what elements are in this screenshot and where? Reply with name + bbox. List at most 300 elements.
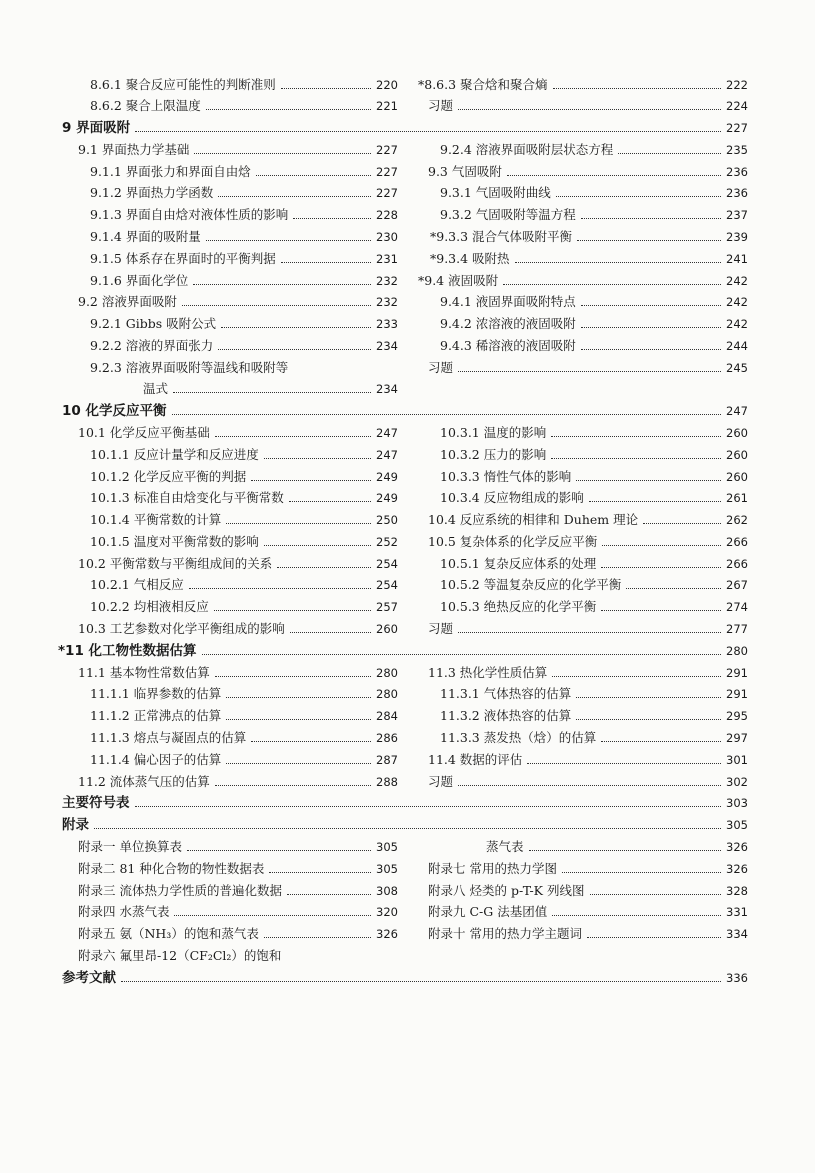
dot-leader <box>269 872 371 873</box>
toc-entry-title: 11.3 热化学性质估算 <box>428 665 548 680</box>
toc-page-number: 252 <box>376 535 398 549</box>
toc-chapter-entry <box>62 119 748 137</box>
dot-leader <box>214 610 371 611</box>
toc-page-number: 250 <box>376 513 398 527</box>
toc-entry <box>440 576 748 594</box>
dot-leader <box>503 284 721 285</box>
toc-page-number: 260 <box>376 622 398 636</box>
toc-entry-title: 附录七 常用的热力学图 <box>428 861 557 876</box>
toc-page-number: 266 <box>726 557 748 571</box>
toc-page-number: 331 <box>726 905 748 919</box>
toc-entry-title: 10.2.2 均相液相反应 <box>90 599 209 614</box>
dot-leader <box>215 785 371 786</box>
toc-entry <box>78 555 398 573</box>
toc-entry <box>90 228 398 246</box>
toc-entry-title: 11.1.4 偏心因子的估算 <box>90 752 222 767</box>
toc-entry-title: 11.3.1 气体热容的估算 <box>440 686 572 701</box>
toc-entry-title: 8.6.2 聚合上限温度 <box>90 98 201 113</box>
dot-leader <box>264 937 371 938</box>
toc-page-number: 227 <box>726 121 748 135</box>
toc-entry-title: 10.1.2 化学反应平衡的判据 <box>90 469 247 484</box>
toc-entry-title: 11.1.2 正常沸点的估算 <box>90 708 222 723</box>
toc-entry <box>78 664 398 682</box>
toc-page-number: 247 <box>726 404 748 418</box>
dot-leader <box>601 741 721 742</box>
toc-entry <box>78 424 398 442</box>
toc-page-number: 291 <box>726 666 748 680</box>
toc-page-number: 233 <box>376 317 398 331</box>
dot-leader <box>601 567 721 568</box>
toc-chapter-entry <box>62 969 748 987</box>
toc-entry <box>428 359 748 377</box>
toc-entry <box>90 533 398 551</box>
toc-page-number: 254 <box>376 557 398 571</box>
dot-leader <box>251 480 371 481</box>
toc-entry-title: 9.1.4 界面的吸附量 <box>90 229 201 244</box>
toc-entry <box>440 293 748 311</box>
toc-page-number: 242 <box>726 295 748 309</box>
dot-leader <box>556 196 721 197</box>
toc-entry <box>90 751 398 769</box>
toc-chapter-entry <box>62 794 748 812</box>
toc-entry-title: 9.4.3 稀溶液的液固吸附 <box>440 338 576 353</box>
toc-entry <box>440 446 748 464</box>
toc-entry-title: 11.3.3 蒸发热（焓）的估算 <box>440 730 597 745</box>
toc-entry-title: 9.2.4 溶液界面吸附层状态方程 <box>440 142 614 157</box>
toc-entry-title: 10.3.4 反应物组成的影响 <box>440 490 584 505</box>
toc-entry <box>90 685 398 703</box>
toc-page-number: 232 <box>376 295 398 309</box>
dot-leader <box>293 218 371 219</box>
toc-entry <box>440 337 748 355</box>
toc-entry-title: 附录三 流体热力学性质的普遍化数据 <box>78 883 282 898</box>
toc-entry-title: 附录九 C-G 法基团值 <box>428 904 548 919</box>
toc-entry <box>78 141 398 159</box>
toc-entry <box>143 380 398 398</box>
toc-page-number: 262 <box>726 513 748 527</box>
toc-entry <box>90 359 398 377</box>
toc-entry <box>90 468 398 486</box>
toc-entry <box>90 163 398 181</box>
toc-entry <box>90 184 398 202</box>
dot-leader <box>626 588 721 589</box>
toc-entry-title: 温式 <box>143 381 169 396</box>
toc-entry <box>90 729 398 747</box>
toc-entry <box>90 598 398 616</box>
toc-entry <box>78 882 398 900</box>
toc-entry-title: 10.3.1 温度的影响 <box>440 425 547 440</box>
toc-page-number: 301 <box>726 753 748 767</box>
dot-leader <box>187 850 371 851</box>
toc-page-number: 242 <box>726 274 748 288</box>
toc-page-number: 320 <box>376 905 398 919</box>
toc-entry-title: 10.5.2 等温复杂反应的化学平衡 <box>440 577 622 592</box>
toc-page-number: 326 <box>726 862 748 876</box>
toc-entry <box>440 489 748 507</box>
toc-entry <box>90 576 398 594</box>
toc-entry-title: 附录二 81 种化合物的物性数据表 <box>78 861 265 876</box>
toc-page-number: 326 <box>726 840 748 854</box>
dot-leader <box>601 610 721 611</box>
dot-leader <box>551 436 721 437</box>
dot-leader <box>277 567 371 568</box>
toc-entry-title: 蒸气表 <box>486 839 524 854</box>
toc-entry-title: 习题 <box>428 774 454 789</box>
toc-entry-title: 11.1 基本物性常数估算 <box>78 665 210 680</box>
toc-entry-title: 9.2.3 溶液界面吸附等温线和吸附等 <box>90 360 289 375</box>
dot-leader <box>174 915 371 916</box>
toc-page-number: 254 <box>376 578 398 592</box>
toc-entry <box>90 206 398 224</box>
toc-page-number: 239 <box>726 230 748 244</box>
dot-leader <box>515 262 722 263</box>
dot-leader <box>172 414 722 415</box>
toc-page-number: 260 <box>726 448 748 462</box>
toc-entry-title: *9.3.4 吸附热 <box>430 251 510 266</box>
toc-entry-title: *8.6.3 聚合焓和聚合熵 <box>418 77 548 92</box>
dot-leader <box>552 915 721 916</box>
toc-entry <box>90 76 398 94</box>
toc-page-number: 231 <box>376 252 398 266</box>
toc-entry <box>78 903 398 921</box>
toc-entry <box>440 468 748 486</box>
toc-entry-title: 习题 <box>428 360 454 375</box>
dot-leader <box>135 806 722 807</box>
toc-entry <box>440 555 748 573</box>
dot-leader <box>577 240 721 241</box>
toc-entry-title: 10.1.5 温度对平衡常数的影响 <box>90 534 259 549</box>
toc-page-number: 303 <box>726 796 748 810</box>
dot-leader <box>226 697 371 698</box>
toc-entry <box>78 947 398 965</box>
toc-page-number: 260 <box>726 470 748 484</box>
toc-page-number: 247 <box>376 448 398 462</box>
dot-leader <box>643 523 721 524</box>
dot-leader <box>529 850 722 851</box>
dot-leader <box>264 458 371 459</box>
toc-entry-title: 9.1 界面热力学基础 <box>78 142 190 157</box>
dot-leader <box>218 196 371 197</box>
toc-entry-title: 附录四 水蒸气表 <box>78 904 170 919</box>
toc-entry-title: 9.2.2 溶液的界面张力 <box>90 338 214 353</box>
toc-page-number: 234 <box>376 382 398 396</box>
toc-page-number: 302 <box>726 775 748 789</box>
dot-leader <box>458 632 721 633</box>
toc-page-number: 228 <box>376 208 398 222</box>
toc-entry-title: 11.1.3 熔点与凝固点的估算 <box>90 730 247 745</box>
toc-page-number: 249 <box>376 470 398 484</box>
toc-page-number: 237 <box>726 208 748 222</box>
dot-leader <box>281 262 371 263</box>
toc-entry <box>428 97 748 115</box>
toc-entry-title: 习题 <box>428 621 454 636</box>
toc-entry <box>90 489 398 507</box>
toc-page-number: 308 <box>376 884 398 898</box>
toc-page-number: 305 <box>726 818 748 832</box>
dot-leader <box>562 872 721 873</box>
toc-page-number: 245 <box>726 361 748 375</box>
toc-entry <box>78 925 398 943</box>
toc-page-number: 280 <box>726 644 748 658</box>
toc-entry <box>440 729 748 747</box>
toc-entry <box>428 773 748 791</box>
dot-leader <box>581 218 721 219</box>
dot-leader <box>576 480 721 481</box>
toc-page-number: 274 <box>726 600 748 614</box>
dot-leader <box>581 349 721 350</box>
toc-entry <box>428 511 748 529</box>
toc-page-number: 288 <box>376 775 398 789</box>
toc-entry-title: 10.4 反应系统的相律和 Duhem 理论 <box>428 512 639 527</box>
toc-entry <box>90 511 398 529</box>
toc-entry-title: 9.1.3 界面自由焓对液体性质的影响 <box>90 207 289 222</box>
dot-leader <box>618 153 721 154</box>
toc-chapter-entry <box>62 402 748 420</box>
toc-entry-title: 9.1.2 界面热力学函数 <box>90 185 214 200</box>
toc-entry <box>428 620 748 638</box>
toc-entry-title: 附录六 氟里昂-12（CF₂Cl₂）的饱和 <box>78 948 282 963</box>
toc-entry-title: 8.6.1 聚合反应可能性的判断准则 <box>90 77 276 92</box>
dot-leader <box>527 763 721 764</box>
toc-page-number: 336 <box>726 971 748 985</box>
toc-page-number: 221 <box>376 99 398 113</box>
dot-leader <box>551 458 721 459</box>
dot-leader <box>194 153 371 154</box>
dot-leader <box>135 131 721 132</box>
toc-entry <box>440 424 748 442</box>
toc-entry <box>418 76 748 94</box>
dot-leader <box>507 175 721 176</box>
dot-leader <box>226 523 371 524</box>
toc-entry-title: *11 化工物性数据估算 <box>58 643 197 659</box>
toc-page-number: 287 <box>376 753 398 767</box>
toc-entry-title: 10.3.2 压力的影响 <box>440 447 547 462</box>
toc-page-number: 220 <box>376 78 398 92</box>
dot-leader <box>458 785 721 786</box>
toc-entry <box>428 751 748 769</box>
toc-page-number: 222 <box>726 78 748 92</box>
toc-entry-title: 9.2.1 Gibbs 吸附公式 <box>90 316 217 331</box>
toc-entry <box>78 620 398 638</box>
toc-entry-title: 11.3.2 液体热容的估算 <box>440 708 572 723</box>
toc-entry-title: 10.5 复杂体系的化学反应平衡 <box>428 534 598 549</box>
dot-leader <box>221 327 371 328</box>
toc-entry-title: 9.1.6 界面化学位 <box>90 273 189 288</box>
toc-entry-title: 10.1.1 反应计量学和反应进度 <box>90 447 259 462</box>
toc-entry-title: 9.3.2 气固吸附等温方程 <box>440 207 576 222</box>
toc-entry <box>78 838 398 856</box>
dot-leader <box>552 676 721 677</box>
dot-leader <box>189 588 371 589</box>
toc-page-number: 286 <box>376 731 398 745</box>
toc-entry-title: 9.2 溶液界面吸附 <box>78 294 177 309</box>
dot-leader <box>287 894 371 895</box>
toc-page-number: 242 <box>726 317 748 331</box>
toc-entry <box>90 315 398 333</box>
toc-entry <box>440 184 748 202</box>
toc-chapter-entry <box>58 642 748 660</box>
toc-entry <box>418 272 748 290</box>
dot-leader <box>264 545 371 546</box>
dot-leader <box>590 894 722 895</box>
dot-leader <box>218 349 371 350</box>
toc-page-number: 235 <box>726 143 748 157</box>
toc-entry <box>428 882 748 900</box>
toc-entry <box>78 293 398 311</box>
toc-page-number: 261 <box>726 491 748 505</box>
toc-entry-title: 10.2.1 气相反应 <box>90 577 184 592</box>
toc-entry <box>440 315 748 333</box>
dot-leader <box>226 719 371 720</box>
toc-entry <box>428 533 748 551</box>
toc-entry <box>440 685 748 703</box>
toc-entry-title: 主要符号表 <box>62 795 130 811</box>
toc-entry <box>440 598 748 616</box>
toc-entry <box>90 707 398 725</box>
toc-entry <box>428 903 748 921</box>
toc-page-number: 227 <box>376 143 398 157</box>
toc-entry-title: 11.2 流体蒸气压的估算 <box>78 774 210 789</box>
toc-entry <box>440 707 748 725</box>
toc-entry <box>428 163 748 181</box>
toc-page-number: 267 <box>726 578 748 592</box>
toc-entry-title: 附录八 烃类的 p-T-K 列线图 <box>428 883 585 898</box>
dot-leader <box>193 284 371 285</box>
toc-entry-title: 10.1.4 平衡常数的计算 <box>90 512 222 527</box>
toc-entry <box>428 925 748 943</box>
dot-leader <box>602 545 721 546</box>
toc-page-number: 334 <box>726 927 748 941</box>
dot-leader <box>121 981 721 982</box>
toc-entry <box>78 773 398 791</box>
dot-leader <box>202 654 722 655</box>
toc-entry-title: *9.4 液固吸附 <box>418 273 499 288</box>
toc-page-number: 266 <box>726 535 748 549</box>
toc-page-number: 280 <box>376 666 398 680</box>
dot-leader <box>589 501 721 502</box>
toc-page-number: 326 <box>376 927 398 941</box>
toc-entry <box>440 141 748 159</box>
toc-entry-title: 9.1.1 界面张力和界面自由焓 <box>90 164 251 179</box>
toc-entry-title: 附录五 氨（NH₃）的饱和蒸气表 <box>78 926 259 941</box>
toc-page-number: 305 <box>376 862 398 876</box>
dot-leader <box>215 676 371 677</box>
toc-page-number: 241 <box>726 252 748 266</box>
toc-page-number: 236 <box>726 186 748 200</box>
toc-entry <box>90 337 398 355</box>
dot-leader <box>94 828 721 829</box>
toc-page-number: 227 <box>376 186 398 200</box>
toc-entry-title: 10.3.3 惰性气体的影响 <box>440 469 572 484</box>
toc-entry-title: 9.4.2 浓溶液的液固吸附 <box>440 316 576 331</box>
toc-entry-title: 10.5.3 绝热反应的化学平衡 <box>440 599 597 614</box>
toc-entry <box>440 206 748 224</box>
toc-entry-title: 9.4.1 液固界面吸附特点 <box>440 294 576 309</box>
dot-leader <box>289 501 371 502</box>
toc-entry-title: 附录一 单位换算表 <box>78 839 182 854</box>
toc-page-number: 260 <box>726 426 748 440</box>
toc-entry-title: 11.1.1 临界参数的估算 <box>90 686 222 701</box>
toc-page-number: 232 <box>376 274 398 288</box>
toc-page-number: 284 <box>376 709 398 723</box>
dot-leader <box>290 632 371 633</box>
toc-entry-title: *9.3.3 混合气体吸附平衡 <box>430 229 573 244</box>
dot-leader <box>206 240 371 241</box>
toc-page-number: 249 <box>376 491 398 505</box>
toc-page-number: 230 <box>376 230 398 244</box>
dot-leader <box>553 88 722 89</box>
dot-leader <box>458 109 721 110</box>
toc-page-number: 277 <box>726 622 748 636</box>
toc-entry-title: 附录 <box>62 817 89 833</box>
toc-page-number: 224 <box>726 99 748 113</box>
toc-page-number: 328 <box>726 884 748 898</box>
toc-entry-title: 9.3.1 气固吸附曲线 <box>440 185 551 200</box>
dot-leader <box>458 371 721 372</box>
dot-leader <box>581 305 721 306</box>
toc-entry-title: 参考文献 <box>62 970 116 986</box>
toc-entry-title: 附录十 常用的热力学主题词 <box>428 926 582 941</box>
toc-page-number: 280 <box>376 687 398 701</box>
toc-entry-title: 习题 <box>428 98 454 113</box>
toc-entry <box>428 860 748 878</box>
toc-entry <box>90 446 398 464</box>
dot-leader <box>226 763 371 764</box>
toc-chapter-entry <box>62 816 748 834</box>
toc-page-number: 234 <box>376 339 398 353</box>
toc-page-number: 227 <box>376 165 398 179</box>
toc-entry-title: 9 界面吸附 <box>62 120 131 136</box>
toc-entry-title: 10.2 平衡常数与平衡组成间的关系 <box>78 556 273 571</box>
dot-leader <box>256 175 371 176</box>
toc-page-number: 247 <box>376 426 398 440</box>
toc-page-number: 305 <box>376 840 398 854</box>
toc-entry <box>78 860 398 878</box>
toc-entry-title: 9.3 气固吸附 <box>428 164 502 179</box>
toc-page-number: 291 <box>726 687 748 701</box>
dot-leader <box>587 937 721 938</box>
toc-page-number: 244 <box>726 339 748 353</box>
dot-leader <box>173 392 371 393</box>
toc-entry <box>430 250 748 268</box>
toc-entry-title: 10.1.3 标准自由焓变化与平衡常数 <box>90 490 284 505</box>
toc-entry-title: 10 化学反应平衡 <box>62 403 167 419</box>
toc-page-number: 295 <box>726 709 748 723</box>
toc-entry-title: 10.3 工艺参数对化学平衡组成的影响 <box>78 621 285 636</box>
toc-entry <box>90 97 398 115</box>
toc-page-number: 257 <box>376 600 398 614</box>
toc-entry-title: 10.5.1 复杂反应体系的处理 <box>440 556 597 571</box>
toc-page-number: 236 <box>726 165 748 179</box>
toc-page-number: 297 <box>726 731 748 745</box>
toc-entry-title: 11.4 数据的评估 <box>428 752 523 767</box>
dot-leader <box>281 88 371 89</box>
dot-leader <box>206 109 371 110</box>
dot-leader <box>576 697 721 698</box>
dot-leader <box>251 741 371 742</box>
toc-entry <box>430 228 748 246</box>
toc-entry-title: 9.1.5 体系存在界面时的平衡判据 <box>90 251 276 266</box>
toc-entry <box>90 272 398 290</box>
dot-leader <box>215 436 371 437</box>
toc-entry <box>90 250 398 268</box>
dot-leader <box>576 719 721 720</box>
toc-entry <box>428 664 748 682</box>
dot-leader <box>581 327 721 328</box>
dot-leader <box>182 305 371 306</box>
toc-entry-title: 10.1 化学反应平衡基础 <box>78 425 210 440</box>
toc-entry <box>486 838 748 856</box>
